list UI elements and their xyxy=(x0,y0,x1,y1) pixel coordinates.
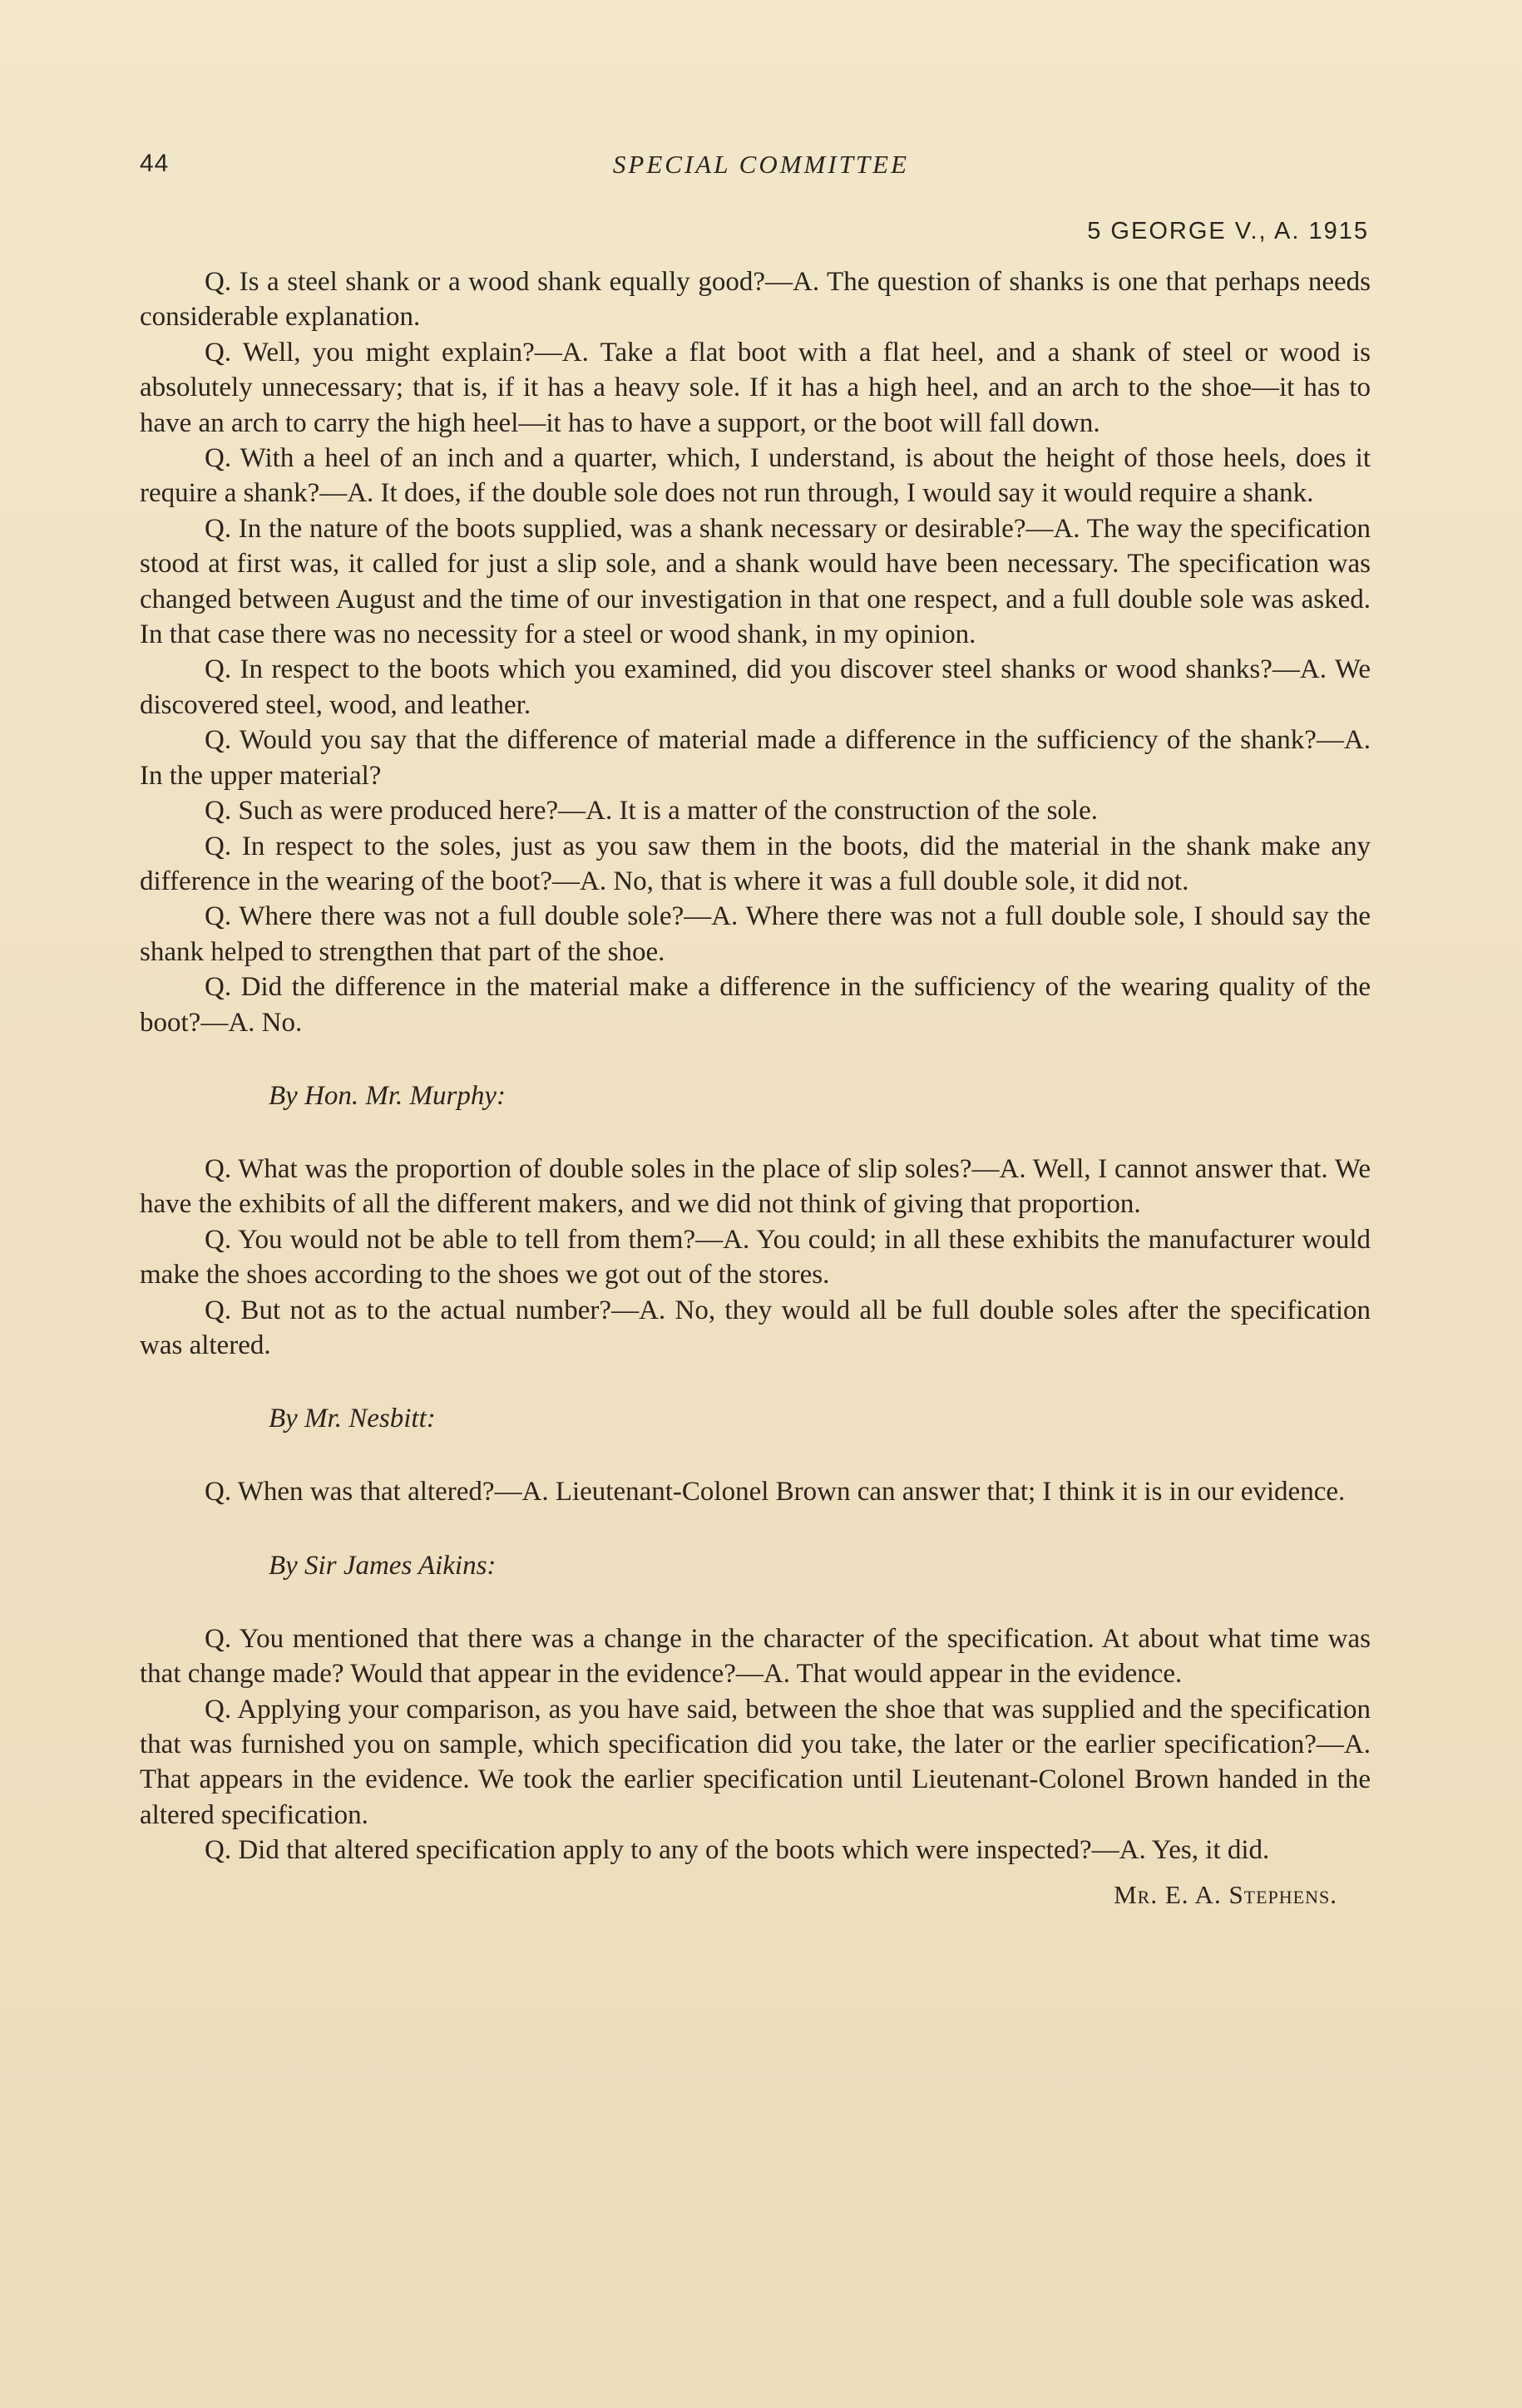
page-number: 44 xyxy=(140,150,170,177)
paragraph: Q. You would not be able to tell from them?—A. You could; in all these exhibits the manufacturer would make the shoes according to the shoes we got out of the stores. xyxy=(140,1224,1371,1290)
running-title: SPECIAL COMMITTEE xyxy=(612,150,910,179)
paragraph: Q. But not as to the actual number?—A. No, they would all be full double soles after the specification was altered. xyxy=(140,1295,1371,1360)
paragraph: Q. With a heel of an inch and a quarter, which, I understand, is about the height of those heels, does it require a shank?—A. It does, if the double sole does not run through, I would say it would require a shank. xyxy=(140,443,1371,509)
paragraph: Q. Is a steel shank or a wood shank equally good?—A. The question of shanks is one that perhaps needs considerable explanation. xyxy=(140,267,1371,333)
paragraph: Q. Did the difference in the material make a difference in the sufficiency of the wearing quality of the boot?—A. No. xyxy=(140,972,1371,1038)
paragraph: Q. What was the proportion of double soles in the place of slip soles?—A. Well, I cannot answer that. We have the exhibits of all the different makers, and we did not think of giving that proportion. xyxy=(140,1153,1371,1220)
paragraph: Q. Applying your comparison, as you have said, between the shoe that was supplied and the specification that was furnished you on sample, which specification did you take, the later or the earlier specification?—A. That appears in the evidence. We took the earlier specification until Lieutenant-Colonel Brown handed in the altered specification. xyxy=(140,1694,1371,1830)
paragraph: Q. Well, you might explain?—A. Take a flat boot with a flat heel, and a shank of steel or wood is absolutely unnecessary; that is, if it has a heavy sole. If it has a high heel, and an arch to the shoe—it has to have an arch to carry the high heel—it has to have a support, or the boot will fall down. xyxy=(140,337,1371,438)
paragraph: Q. Would you say that the difference of material made a difference in the sufficiency of the shank?—A. In the upper material? xyxy=(140,725,1371,791)
paragraph: Q. In respect to the soles, just as you saw them in the boots, did the material in the shank make any difference in the wearing of the boot?—A. No, that is where it was a full double sole, it did not. xyxy=(140,831,1371,896)
speaker-heading-aikins: By Sir James Aikins: xyxy=(269,1550,497,1581)
witness-name: Mr. E. A. Stephens. xyxy=(1114,1879,1337,1909)
paragraph: Q. In the nature of the boots supplied, was a shank necessary or desirable?—A. The way the specification stood at first was, it called for just a slip sole, and a shank would have been necessary. The specification was changed between August and the time of our investigation in that one respect, and a full double sole was asked. In that case there was no necessity for a steel or wood shank, in my opinion. xyxy=(140,513,1371,650)
paragraph: Q. You mentioned that there was a change in the character of the specification. At about what time was that change made? Would that appear in the evidence?—A. That would appear in the evidence. xyxy=(140,1623,1371,1690)
session-reference: 5 GEORGE V., A. 1915 xyxy=(1087,218,1369,244)
paragraph: Q. When was that altered?—A. Lieutenant-Colonel Brown can answer that; I think it is in our evidence. xyxy=(205,1477,1346,1507)
paragraph: Q. Where there was not a full double sole?—A. Where there was not a full double sole, I should say the shank helped to strengthen that part of the shoe. xyxy=(140,901,1371,967)
page-header xyxy=(0,150,1522,191)
witness-signature xyxy=(140,1880,1337,1910)
page-body xyxy=(140,264,1371,1910)
speaker-heading-murphy: By Hon. Mr. Murphy: xyxy=(269,1080,507,1111)
speaker-heading-nesbitt: By Mr. Nesbitt: xyxy=(269,1404,436,1434)
paragraph: Q. In respect to the boots which you examined, did you discover steel shanks or wood shanks?—A. We discovered steel, wood, and leather. xyxy=(140,654,1371,720)
paragraph: Q. Did that altered specification apply to any of the boots which were inspected?—A. Yes, it did. xyxy=(205,1835,1270,1866)
paragraph: Q. Such as were produced here?—A. It is a matter of the construction of the sole. xyxy=(205,796,1098,827)
